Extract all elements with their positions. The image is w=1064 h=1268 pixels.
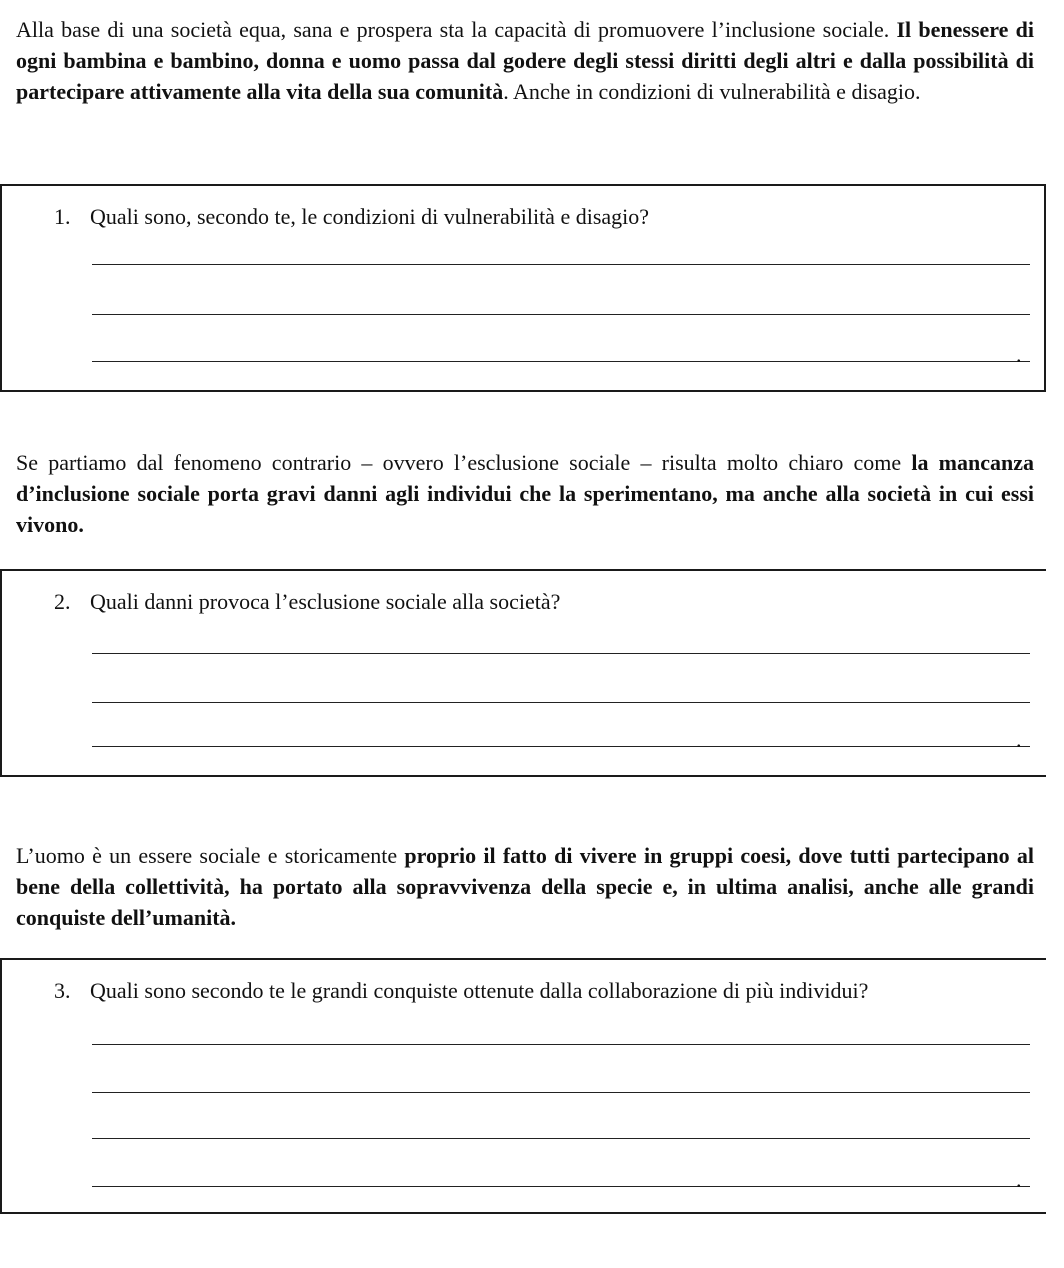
answer-end-mark-2: . — [1016, 727, 1022, 752]
exclusion-text-bold: la mancanza d’inclusione sociale porta gravi danni agli individui che la sperimentano, ma anche alla società in cui essi vivono. — [16, 450, 1034, 537]
question-box-1 — [0, 184, 1046, 392]
answer-line-3d[interactable] — [92, 1186, 1030, 1187]
intro-text-normal: Alla base di una società equa, sana e prospera sta la capacità di promuovere l’inclusione sociale. — [16, 17, 897, 42]
question-1-number: 1. — [54, 204, 71, 229]
society-text-bold: proprio il fatto di vivere in gruppi coesi, dove tutti partecipano al bene della collettività, ha portato alla sopravvivenza della specie e, in ultima analisi, anche alle grandi conquiste dell’umanità. — [16, 843, 1034, 930]
answer-line-2a[interactable] — [92, 653, 1030, 654]
answer-line-1a[interactable] — [92, 264, 1030, 265]
answer-line-3a[interactable] — [92, 1044, 1030, 1045]
question-3-text: Quali sono secondo te le grandi conquiste ottenute dalla collaborazione di più individui? — [90, 978, 869, 1003]
question-box-3 — [0, 958, 1046, 1214]
question-3 — [54, 977, 868, 1005]
society-paragraph — [16, 840, 1034, 933]
question-1 — [54, 203, 649, 231]
answer-end-mark-1: . — [1016, 342, 1022, 367]
answer-line-2b[interactable] — [92, 702, 1030, 703]
question-2 — [54, 588, 560, 616]
question-2-number: 2. — [54, 589, 71, 614]
question-1-text: Quali sono, secondo te, le condizioni di vulnerabilità e disagio? — [90, 204, 650, 229]
answer-line-3c[interactable] — [92, 1138, 1030, 1139]
intro-text-end: . Anche in condizioni di vulnerabilità e disagio. — [503, 79, 921, 104]
question-box-2 — [0, 569, 1046, 777]
exclusion-paragraph — [16, 447, 1034, 540]
answer-end-mark-3: . — [1016, 1167, 1022, 1192]
question-2-text: Quali danni provoca l’esclusione sociale alla società? — [90, 589, 561, 614]
intro-text-bold: Il benessere di ogni bambina e bambino, donna e uomo passa dal godere degli stessi diritti degli altri e dalla possibilità di partecipare attivamente alla vita della sua comunità — [16, 17, 1034, 104]
question-3-number: 3. — [54, 978, 71, 1003]
intro-paragraph — [16, 14, 1034, 107]
answer-line-2c[interactable] — [92, 746, 1030, 747]
exclusion-text-normal: Se partiamo dal fenomeno contrario – ovvero l’esclusione sociale – risulta molto chiaro come — [16, 450, 912, 475]
answer-line-1b[interactable] — [92, 314, 1030, 315]
answer-line-1c[interactable] — [92, 361, 1030, 362]
society-text-normal: L’uomo è un essere sociale e storicamente — [16, 843, 405, 868]
answer-line-3b[interactable] — [92, 1092, 1030, 1093]
